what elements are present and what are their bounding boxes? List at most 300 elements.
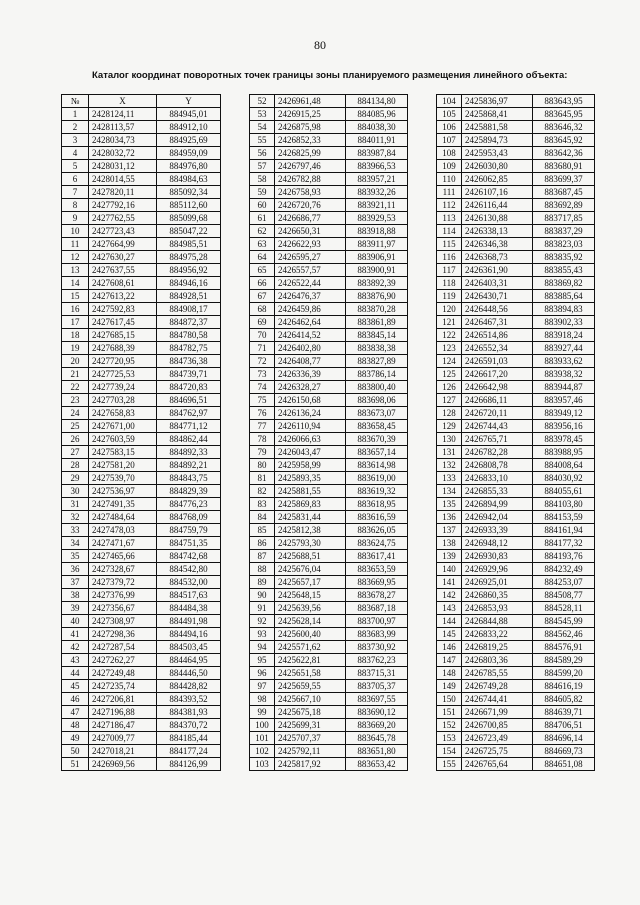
table-row [250, 433, 408, 446]
point-number: 94 [250, 641, 275, 654]
table-row [250, 511, 408, 524]
y-coordinate: 884153,59 [533, 511, 595, 524]
x-coordinate: 2426462,64 [275, 316, 346, 329]
x-coordinate: 2426671,99 [462, 706, 533, 719]
table-row [62, 342, 221, 355]
y-coordinate: 884742,68 [157, 550, 221, 563]
y-coordinate: 884532,00 [157, 576, 221, 589]
y-coordinate: 884503,45 [157, 641, 221, 654]
y-coordinate: 883669,95 [346, 576, 408, 589]
y-coordinate: 883885,64 [533, 290, 595, 303]
point-number: 147 [437, 654, 462, 667]
point-number: 88 [250, 563, 275, 576]
point-number: 2 [62, 121, 89, 134]
y-coordinate: 883845,14 [346, 329, 408, 342]
table-row [437, 121, 595, 134]
point-number: 45 [62, 680, 89, 693]
y-coordinate: 884959,09 [157, 147, 221, 160]
point-number: 117 [437, 264, 462, 277]
x-coordinate: 2427536,97 [89, 485, 157, 498]
x-coordinate: 2427630,27 [89, 251, 157, 264]
y-coordinate: 885112,60 [157, 199, 221, 212]
x-coordinate: 2427196,88 [89, 706, 157, 719]
table-row [62, 381, 221, 394]
table-row [437, 719, 595, 732]
point-number: 114 [437, 225, 462, 238]
point-number: 40 [62, 615, 89, 628]
point-number: 75 [250, 394, 275, 407]
point-number: 116 [437, 251, 462, 264]
y-coordinate: 884126,99 [157, 758, 221, 771]
x-coordinate: 2426476,37 [275, 290, 346, 303]
table-row [437, 329, 595, 342]
y-coordinate: 883918,24 [533, 329, 595, 342]
y-coordinate: 883646,32 [533, 121, 595, 134]
point-number: 80 [250, 459, 275, 472]
table-row [437, 186, 595, 199]
y-coordinate: 884780,58 [157, 329, 221, 342]
y-coordinate: 884177,24 [157, 745, 221, 758]
y-coordinate: 884946,16 [157, 277, 221, 290]
x-coordinate: 2426961,48 [275, 95, 346, 108]
point-number: 92 [250, 615, 275, 628]
point-number: 91 [250, 602, 275, 615]
y-coordinate: 884872,37 [157, 316, 221, 329]
x-coordinate: 2425881,55 [275, 485, 346, 498]
table-row [62, 472, 221, 485]
point-number: 115 [437, 238, 462, 251]
table-row [62, 173, 221, 186]
point-number: 103 [250, 758, 275, 771]
y-coordinate: 883827,89 [346, 355, 408, 368]
table-row [437, 108, 595, 121]
y-coordinate: 884008,64 [533, 459, 595, 472]
table-row [437, 368, 595, 381]
point-number: 143 [437, 602, 462, 615]
table-row [250, 693, 408, 706]
y-coordinate: 883906,91 [346, 251, 408, 264]
table-row [250, 680, 408, 693]
point-number: 153 [437, 732, 462, 745]
y-coordinate: 884446,50 [157, 667, 221, 680]
y-coordinate: 883673,07 [346, 407, 408, 420]
table-row [437, 498, 595, 511]
y-coordinate: 883669,20 [346, 719, 408, 732]
point-number: 95 [250, 654, 275, 667]
table-row [437, 459, 595, 472]
y-coordinate: 883705,37 [346, 680, 408, 693]
table-row [62, 251, 221, 264]
x-coordinate: 2428032,72 [89, 147, 157, 160]
table-row [62, 329, 221, 342]
x-coordinate: 2426782,88 [275, 173, 346, 186]
x-coordinate: 2427581,20 [89, 459, 157, 472]
table-row [250, 355, 408, 368]
table-row [437, 550, 595, 563]
point-number: 89 [250, 576, 275, 589]
y-coordinate: 883700,97 [346, 615, 408, 628]
point-number: 126 [437, 381, 462, 394]
table-row [250, 745, 408, 758]
point-number: 111 [437, 186, 462, 199]
point-number: 99 [250, 706, 275, 719]
y-coordinate: 884134,80 [346, 95, 408, 108]
point-number: 55 [250, 134, 275, 147]
x-coordinate: 2427018,21 [89, 745, 157, 758]
y-coordinate: 884892,33 [157, 446, 221, 459]
point-number: 10 [62, 225, 89, 238]
y-coordinate: 884484,38 [157, 602, 221, 615]
x-coordinate: 2428113,57 [89, 121, 157, 134]
y-coordinate: 884562,46 [533, 628, 595, 641]
point-number: 74 [250, 381, 275, 394]
table-row [250, 368, 408, 381]
point-number: 28 [62, 459, 89, 472]
x-coordinate: 2425817,92 [275, 758, 346, 771]
x-coordinate: 2428124,11 [89, 108, 157, 121]
x-coordinate: 2427206,81 [89, 693, 157, 706]
x-coordinate: 2426853,93 [462, 602, 533, 615]
x-coordinate: 2426346,38 [462, 238, 533, 251]
y-coordinate: 884925,69 [157, 134, 221, 147]
table-row [62, 225, 221, 238]
table-row [62, 680, 221, 693]
table-row [62, 238, 221, 251]
x-coordinate: 2425792,11 [275, 745, 346, 758]
point-number: 59 [250, 186, 275, 199]
table-row [437, 355, 595, 368]
y-coordinate: 884494,16 [157, 628, 221, 641]
table-row [62, 576, 221, 589]
y-coordinate: 883717,85 [533, 212, 595, 225]
y-coordinate: 884720,83 [157, 381, 221, 394]
y-coordinate: 883978,45 [533, 433, 595, 446]
y-coordinate: 883692,89 [533, 199, 595, 212]
point-number: 123 [437, 342, 462, 355]
point-number: 26 [62, 433, 89, 446]
table-row [62, 264, 221, 277]
y-coordinate: 883645,92 [533, 134, 595, 147]
x-coordinate: 2426720,11 [462, 407, 533, 420]
table-row [437, 394, 595, 407]
table-row [62, 485, 221, 498]
point-number: 24 [62, 407, 89, 420]
y-coordinate: 883645,95 [533, 108, 595, 121]
point-number: 96 [250, 667, 275, 680]
x-coordinate: 2426925,01 [462, 576, 533, 589]
x-coordinate: 2426844,88 [462, 615, 533, 628]
table-row [250, 160, 408, 173]
x-coordinate: 2425659,55 [275, 680, 346, 693]
x-coordinate: 2427539,70 [89, 472, 157, 485]
x-coordinate: 2426030,80 [462, 160, 533, 173]
point-number: 52 [250, 95, 275, 108]
table-row [62, 277, 221, 290]
x-coordinate: 2426930,83 [462, 550, 533, 563]
table-row [250, 719, 408, 732]
point-number: 78 [250, 433, 275, 446]
x-coordinate: 2426942,04 [462, 511, 533, 524]
x-coordinate: 2426448,56 [462, 303, 533, 316]
point-number: 70 [250, 329, 275, 342]
point-number: 112 [437, 199, 462, 212]
x-coordinate: 2427792,16 [89, 199, 157, 212]
table-row [437, 602, 595, 615]
x-coordinate: 2426855,33 [462, 485, 533, 498]
x-coordinate: 2427637,55 [89, 264, 157, 277]
point-number: 69 [250, 316, 275, 329]
page-number: 80 [314, 38, 326, 52]
point-number: 27 [62, 446, 89, 459]
x-coordinate: 2427671,00 [89, 420, 157, 433]
point-number: 42 [62, 641, 89, 654]
x-coordinate: 2426948,12 [462, 537, 533, 550]
table-row [250, 121, 408, 134]
point-number: 46 [62, 693, 89, 706]
point-number: 9 [62, 212, 89, 225]
x-coordinate: 2427720,95 [89, 355, 157, 368]
x-coordinate: 2426650,31 [275, 225, 346, 238]
y-coordinate: 883918,88 [346, 225, 408, 238]
x-coordinate: 2426833,22 [462, 628, 533, 641]
table-row [437, 407, 595, 420]
table-row [250, 706, 408, 719]
x-coordinate: 2427613,22 [89, 290, 157, 303]
y-coordinate: 883687,45 [533, 186, 595, 199]
y-coordinate: 884862,44 [157, 433, 221, 446]
point-number: 32 [62, 511, 89, 524]
x-coordinate: 2426107,16 [462, 186, 533, 199]
x-coordinate: 2426933,39 [462, 524, 533, 537]
y-coordinate: 883670,39 [346, 433, 408, 446]
point-number: 44 [62, 667, 89, 680]
x-coordinate: 2426894,99 [462, 498, 533, 511]
x-coordinate: 2427356,67 [89, 602, 157, 615]
x-coordinate: 2426785,55 [462, 667, 533, 680]
table-row [250, 446, 408, 459]
point-number: 151 [437, 706, 462, 719]
y-coordinate: 884945,01 [157, 108, 221, 121]
point-number: 51 [62, 758, 89, 771]
x-coordinate: 2426522,44 [275, 277, 346, 290]
x-coordinate: 2427762,55 [89, 212, 157, 225]
y-coordinate: 883617,41 [346, 550, 408, 563]
x-coordinate: 2426430,71 [462, 290, 533, 303]
point-number: 110 [437, 173, 462, 186]
y-coordinate: 884651,08 [533, 758, 595, 771]
x-coordinate: 2426825,99 [275, 147, 346, 160]
y-coordinate: 883699,37 [533, 173, 595, 186]
table-row [250, 615, 408, 628]
x-coordinate: 2426875,98 [275, 121, 346, 134]
table-row [250, 485, 408, 498]
x-coordinate: 2427664,99 [89, 238, 157, 251]
y-coordinate: 883938,32 [533, 368, 595, 381]
table-row [62, 121, 221, 134]
catalog-title: Каталог координат поворотных точек границы зоны планируемого размещения линейного объекта: [92, 70, 568, 81]
x-coordinate: 2425622,81 [275, 654, 346, 667]
y-coordinate: 883927,44 [533, 342, 595, 355]
point-number: 15 [62, 290, 89, 303]
table-row [250, 186, 408, 199]
point-number: 35 [62, 550, 89, 563]
x-coordinate: 2427478,03 [89, 524, 157, 537]
table-row [62, 589, 221, 602]
coordinate-table-1 [61, 94, 221, 771]
point-number: 13 [62, 264, 89, 277]
table-row [62, 212, 221, 225]
table-row [250, 238, 408, 251]
y-coordinate: 883957,46 [533, 394, 595, 407]
y-coordinate: 883933,62 [533, 355, 595, 368]
table-row [62, 355, 221, 368]
point-number: 86 [250, 537, 275, 550]
x-coordinate: 2425675,18 [275, 706, 346, 719]
y-coordinate: 884030,92 [533, 472, 595, 485]
y-coordinate: 883697,55 [346, 693, 408, 706]
point-number: 7 [62, 186, 89, 199]
y-coordinate: 884771,12 [157, 420, 221, 433]
y-coordinate: 883861,89 [346, 316, 408, 329]
y-coordinate: 883657,14 [346, 446, 408, 459]
y-coordinate: 883855,43 [533, 264, 595, 277]
point-number: 3 [62, 134, 89, 147]
x-coordinate: 2426852,33 [275, 134, 346, 147]
point-number: 131 [437, 446, 462, 459]
x-coordinate: 2427287,54 [89, 641, 157, 654]
point-number: 76 [250, 407, 275, 420]
x-coordinate: 2427471,67 [89, 537, 157, 550]
table-row [62, 459, 221, 472]
y-coordinate: 883618,95 [346, 498, 408, 511]
table-row [437, 446, 595, 459]
table-row [250, 134, 408, 147]
x-coordinate: 2426062,85 [462, 173, 533, 186]
table-row [437, 290, 595, 303]
x-coordinate: 2426797,46 [275, 160, 346, 173]
y-coordinate: 884011,91 [346, 134, 408, 147]
table-row [437, 199, 595, 212]
y-coordinate: 884193,76 [533, 550, 595, 563]
table-row [250, 628, 408, 641]
coordinate-table-3 [436, 94, 595, 771]
point-number: 29 [62, 472, 89, 485]
point-number: 130 [437, 433, 462, 446]
x-coordinate: 2426969,56 [89, 758, 157, 771]
table-row [250, 290, 408, 303]
y-coordinate: 884975,28 [157, 251, 221, 264]
header-y: Y [157, 95, 221, 108]
table-row [437, 264, 595, 277]
x-coordinate: 2425648,15 [275, 589, 346, 602]
table-row [437, 251, 595, 264]
x-coordinate: 2426700,85 [462, 719, 533, 732]
x-coordinate: 2426591,03 [462, 355, 533, 368]
y-coordinate: 884528,11 [533, 602, 595, 615]
table-row [437, 342, 595, 355]
table-row [250, 589, 408, 602]
y-coordinate: 883876,90 [346, 290, 408, 303]
x-coordinate: 2426066,63 [275, 433, 346, 446]
x-coordinate: 2426782,28 [462, 446, 533, 459]
table-row [62, 433, 221, 446]
x-coordinate: 2426622,93 [275, 238, 346, 251]
point-number: 144 [437, 615, 462, 628]
point-number: 140 [437, 563, 462, 576]
point-number: 142 [437, 589, 462, 602]
point-number: 135 [437, 498, 462, 511]
coordinate-table-2 [249, 94, 408, 771]
point-number: 23 [62, 394, 89, 407]
x-coordinate: 2427308,97 [89, 615, 157, 628]
table-row [250, 550, 408, 563]
y-coordinate: 884370,72 [157, 719, 221, 732]
table-row [250, 472, 408, 485]
x-coordinate: 2425707,37 [275, 732, 346, 745]
x-coordinate: 2426136,24 [275, 407, 346, 420]
table-row [250, 654, 408, 667]
table-row [250, 303, 408, 316]
table-row [62, 602, 221, 615]
point-number: 72 [250, 355, 275, 368]
point-number: 41 [62, 628, 89, 641]
y-coordinate: 884776,23 [157, 498, 221, 511]
point-number: 124 [437, 355, 462, 368]
table-row [250, 95, 408, 108]
point-number: 57 [250, 160, 275, 173]
table-row [62, 186, 221, 199]
x-coordinate: 2425676,04 [275, 563, 346, 576]
y-coordinate: 883911,97 [346, 238, 408, 251]
x-coordinate: 2426116,44 [462, 199, 533, 212]
point-number: 109 [437, 160, 462, 173]
point-number: 54 [250, 121, 275, 134]
y-coordinate: 883929,53 [346, 212, 408, 225]
y-coordinate: 883823,03 [533, 238, 595, 251]
point-number: 145 [437, 628, 462, 641]
y-coordinate: 885092,34 [157, 186, 221, 199]
table-row [250, 537, 408, 550]
y-coordinate: 884055,61 [533, 485, 595, 498]
y-coordinate: 884762,97 [157, 407, 221, 420]
y-coordinate: 885099,68 [157, 212, 221, 225]
x-coordinate: 2425812,38 [275, 524, 346, 537]
table-row [62, 134, 221, 147]
point-number: 34 [62, 537, 89, 550]
y-coordinate: 884759,79 [157, 524, 221, 537]
table-row [250, 732, 408, 745]
table-row [250, 277, 408, 290]
y-coordinate: 884185,44 [157, 732, 221, 745]
x-coordinate: 2425667,10 [275, 693, 346, 706]
point-number: 49 [62, 732, 89, 745]
x-coordinate: 2426552,34 [462, 342, 533, 355]
table-row [437, 303, 595, 316]
y-coordinate: 884736,38 [157, 355, 221, 368]
y-coordinate: 883614,98 [346, 459, 408, 472]
point-number: 122 [437, 329, 462, 342]
table-row [250, 173, 408, 186]
point-number: 102 [250, 745, 275, 758]
point-number: 87 [250, 550, 275, 563]
y-coordinate: 884908,17 [157, 303, 221, 316]
x-coordinate: 2426130,88 [462, 212, 533, 225]
table-row [62, 498, 221, 511]
point-number: 121 [437, 316, 462, 329]
table-row [62, 537, 221, 550]
table-row [437, 433, 595, 446]
table-row [250, 420, 408, 433]
